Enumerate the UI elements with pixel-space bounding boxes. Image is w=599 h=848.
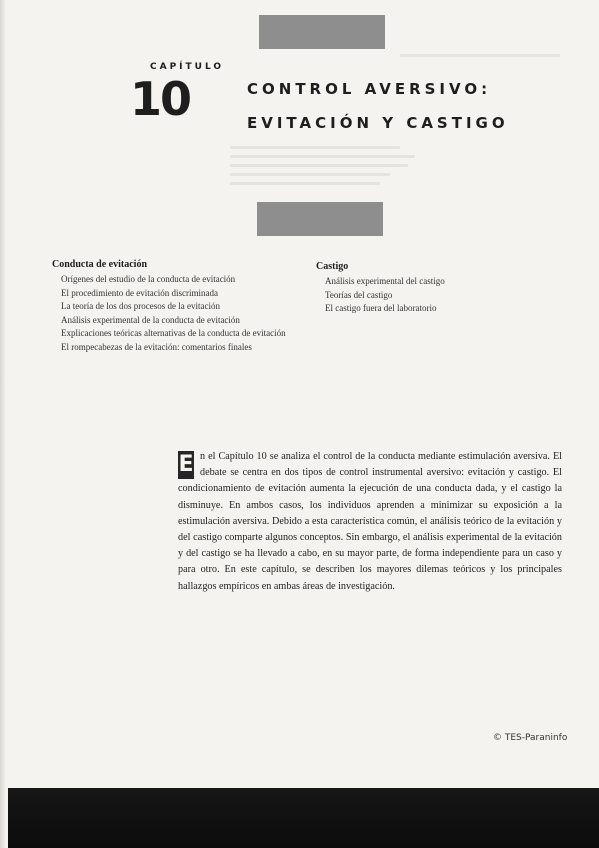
- intro-paragraph: [178, 449, 562, 595]
- toc-punishment: [316, 261, 445, 316]
- chapter-label: CAPÍTULO: [150, 62, 225, 72]
- chapter-title-line-1: CONTROL AVERSIVO:: [247, 80, 492, 98]
- page-edge-shadow: [0, 0, 6, 848]
- show-through-line: [400, 54, 560, 57]
- toc-item: Análisis experimental de la conducta de evitación: [61, 314, 240, 325]
- header-gray-block-top: [259, 15, 385, 49]
- toc-item: El procedimiento de evitación discriminada: [61, 287, 218, 298]
- intro-text: n el Capítulo 10 se analiza el control de la conducta mediante estimulación aversiva. El debate se centra en dos tipos de control instrumental aversivo: evitación y castigo. El condicionamiento de evitación aumenta la ejecución de una conducta dada, y el castigo la disminuye. En ambos casos, los individuos aprenden a minimizar su exposición a la estimulación aversiva. Debido a esta característica común, el análisis teórico de la evitación y del castigo comparte algunos conceptos. Sin embargo, el análisis experimental de la evitación y del castigo se ha llevado a cabo, en su mayor parte, de forma independiente para un caso y para otro. En este capítulo, se describen los mayores dilemas teóricos y los principales hallazgos empíricos en ambas áreas de investigación.: [178, 451, 562, 592]
- header-gray-block-bottom: [257, 202, 383, 236]
- chapter-title-line-2: EVITACIÓN Y CASTIGO: [247, 114, 509, 132]
- toc-item: Orígenes del estudio de la conducta de evitación: [61, 274, 236, 284]
- toc-item: La teoría de los dos procesos de la evitación: [61, 301, 220, 311]
- chapter-number: 10: [130, 72, 191, 126]
- drop-cap: E: [178, 452, 194, 477]
- toc-item: Explicaciones teóricas alternativas de la conducta de evitación: [61, 328, 286, 338]
- publisher-logo: © TES-Paraninfo: [493, 733, 568, 743]
- toc-item: Teorías del castigo: [325, 289, 393, 300]
- toc-item: El rompecabezas de la evitación: comentarios finales: [61, 341, 252, 352]
- scan-bottom-shadow: [8, 788, 599, 848]
- toc-heading: Conducta de evitación: [52, 259, 147, 270]
- toc-avoidance: [52, 259, 286, 354]
- toc-item: Análisis experimental del castigo: [325, 276, 445, 286]
- show-through-text: [230, 140, 420, 191]
- toc-item: El castigo fuera del laboratorio: [325, 303, 437, 313]
- toc-heading: Castigo: [316, 261, 349, 272]
